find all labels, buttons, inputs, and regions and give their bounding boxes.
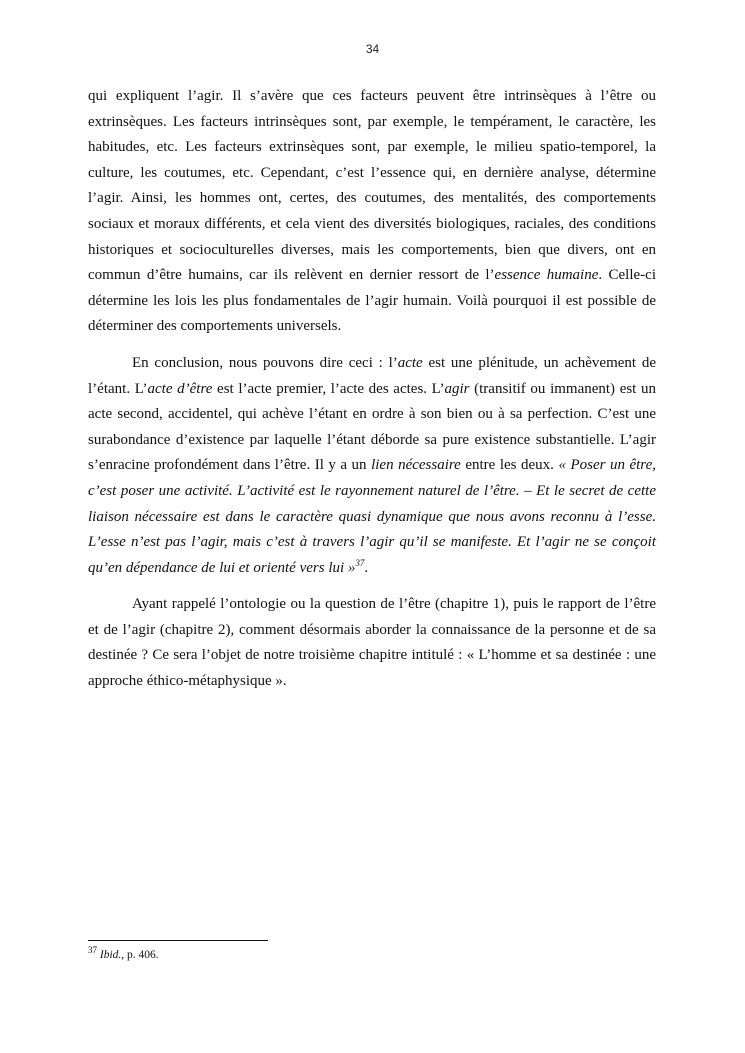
italic-text-run: essence humaine [494,267,599,284]
text-run: est l’acte premier, l’acte des actes. L’ [212,380,445,397]
italic-quote-run: « Poser un être, c’est poser une activité. L’activité est le rayonnement naturel de l’être. – Et le secret de cette liaison nécessaire est dans le caractère quasi dynamique que nous avons reconnu à l’esse. L’esse n’est pas l’agir, mais c’est à travers l’agir qu’il se manifeste. Et l’agir ne se conçoit qu’en dépendance de lui et orienté vers lui » [88,457,656,576]
footnote-separator [88,940,268,941]
italic-text-run: acte [397,354,423,371]
text-run: qui expliquent l’agir. Il s’avère que ces facteurs peuvent être intrinsèques à l’être ou extrinsèques. Les facteurs intrinsèques sont, par exemple, le tempérament, le caractère, les habitudes, etc. Les facteurs extrinsèques sont, par exemple, le milieu spatio-temporel, la culture, les coutumes, etc. Cependant, c’est l’essence qui, en dernière analyse, détermine l’agir. Ainsi, les hommes ont, certes, des coutumes, des mentalités, des comportements sociaux et moraux différents, et cela vient des diversités biologiques, raciales, des conditions historiques et socioculturelles diverses, mais les comportements, bien que divers, ont en commun d’être humains, car ils relèvent en dernier ressort de l’ [88,88,656,284]
page-number: 34 [365,42,380,56]
text-run: est une plénitude, un achèvement de l’étant. L’ [88,354,656,397]
text-run: . Celle-ci détermine les lois les plus fondamentales de l’agir humain. Voilà pourquoi il est possible de déterminer des comportements universels. [88,267,656,335]
text-run: (transitif ou immanent) est un acte second, accidentel, qui achève l’étant en ordre à son bien ou à sa perfection. C’est une surabondance d’existence par laquelle l’étant déborde sa pure existence substantielle. L’agir s’enracine profondément dans l’être. Il y a un [88,380,656,474]
footnote-text: , p. 406. [121,949,159,961]
text-run: Ayant rappelé l’ontologie ou la question de l’être (chapitre 1), puis le rapport de l’être et de l’agir (chapitre 2), comment désormais aborder la connaissance de la personne et de sa destinée ? Ce sera l’objet de notre troisième chapitre intitulé : « L’homme et sa destinée : une approche éthico-métaphysique ». [88,596,656,690]
italic-text-run: agir [444,380,470,397]
paragraph [88,592,656,694]
footnote-reference[interactable]: 37 [355,557,365,568]
text-run: En conclusion, nous pouvons dire ceci : l’ [132,354,398,371]
footnote [88,947,656,963]
footnote-number: 37 [88,945,97,956]
text-run: . [364,559,369,576]
paragraph [88,84,656,340]
italic-text-run: lien nécessaire [371,457,461,474]
italic-text-run: acte d’être [147,380,213,397]
body-text [88,84,656,706]
text-run: entre les deux. [460,457,559,474]
footnote-ref: Ibid. [99,949,122,961]
paragraph [88,351,656,581]
